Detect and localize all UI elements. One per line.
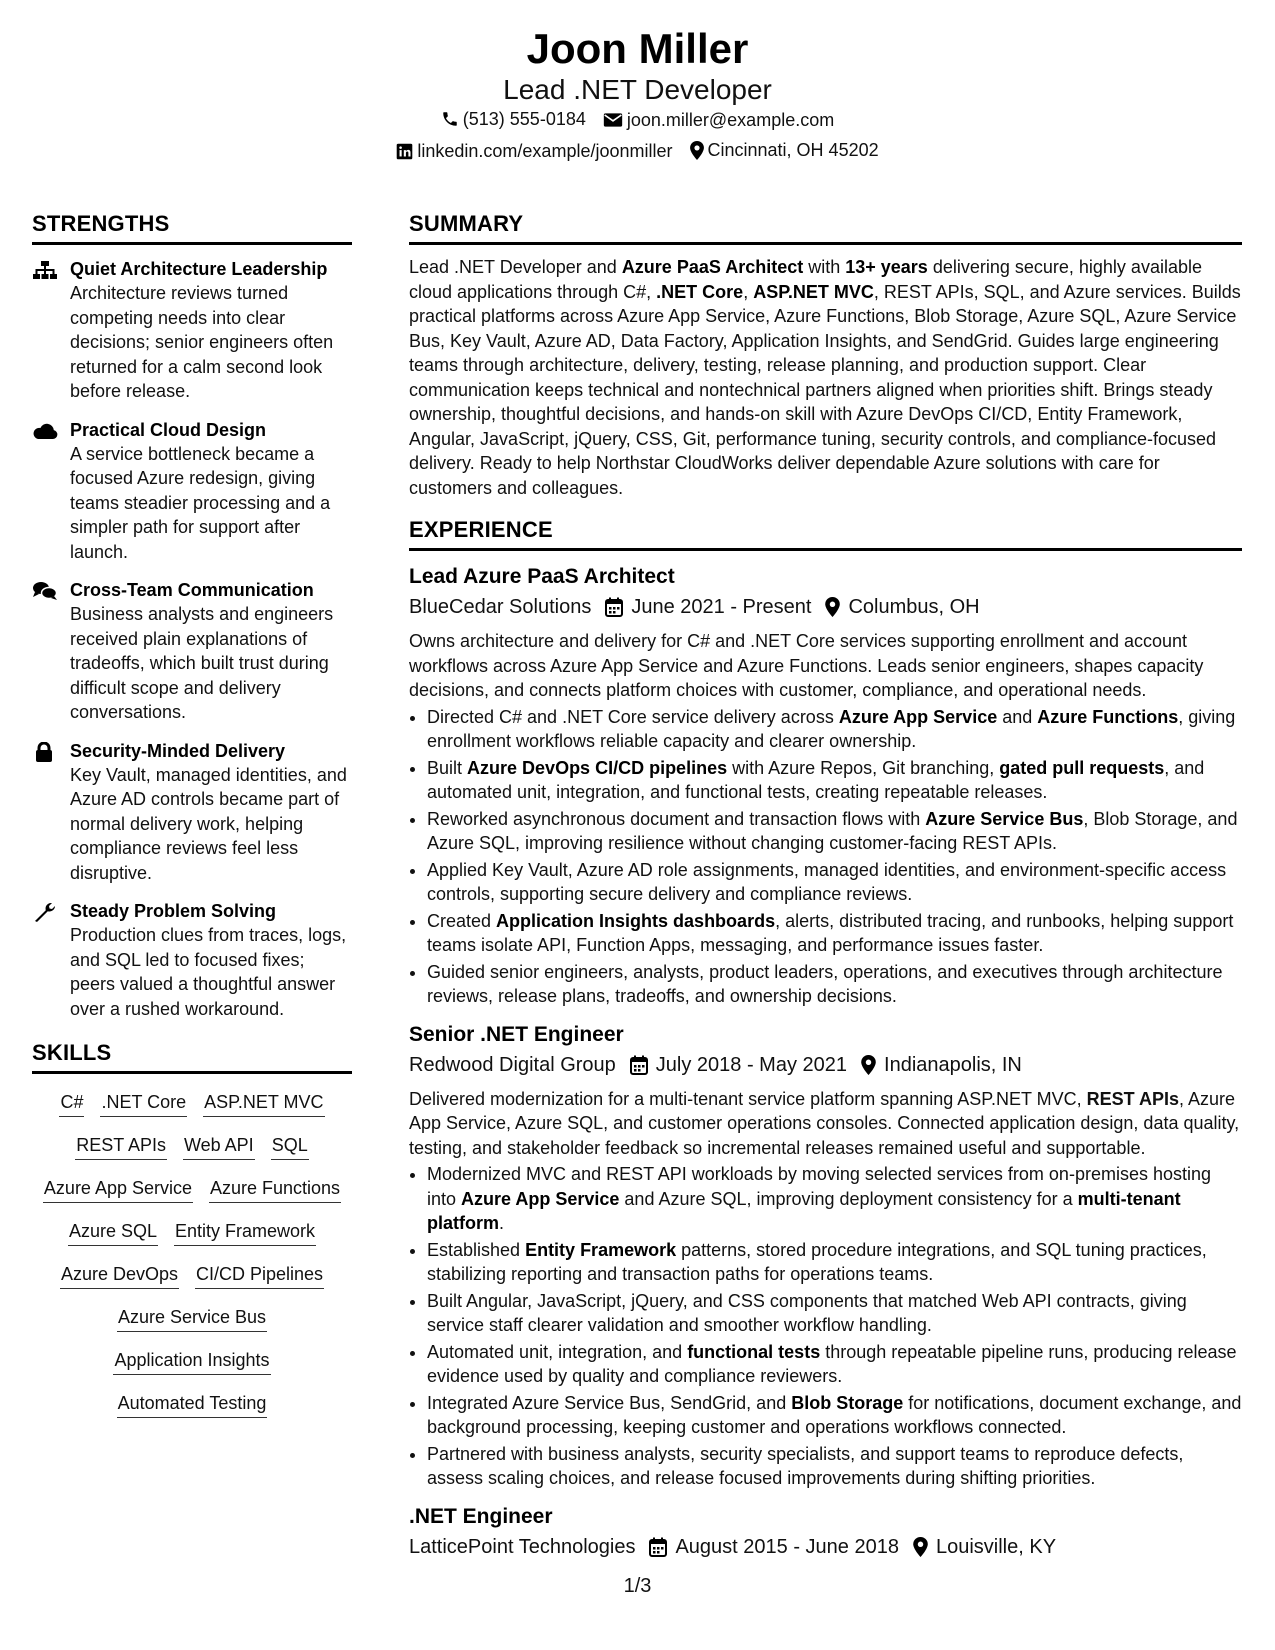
summary-heading: SUMMARY [409, 210, 1242, 245]
map-pin-icon [690, 141, 704, 160]
linkedin-contact[interactable] [396, 139, 672, 163]
emphasis-text: Azure PaaS Architect [621, 257, 804, 277]
strength-title: Quiet Architecture Leadership [70, 259, 328, 279]
emphasis-text: functional tests [687, 1341, 821, 1362]
strength-title: Steady Problem Solving [70, 901, 277, 921]
contact-row-2 [0, 138, 1275, 166]
strength-item [32, 739, 352, 886]
skills-list [32, 1086, 352, 1419]
phone-number: (513) 555-0184 [462, 109, 586, 129]
calendar-icon [649, 1537, 667, 1557]
job-bullet: • Built Azure DevOps CI/CD pipelines with Azure Repos, Git branching, gated pull requests, and automated unit, integration, and functional tests, creating repeatable releases. [427, 756, 1242, 805]
skill-tag: C# [59, 1090, 84, 1117]
job-description: Owns architecture and delivery for C# and .NET Core services supporting enrollment and account workflows across Azure App Service and Azure Functions. Leads senior engineers, shapes capacity decisions, and connects platform choices with customer, compliance, and operational needs. [409, 631, 1204, 700]
page-number: 1/3 [623, 1575, 652, 1597]
email-address[interactable]: joon.miller@example.com [626, 110, 835, 130]
skills-heading: SKILLS [32, 1039, 352, 1074]
skill-tag: Azure SQL [68, 1219, 158, 1246]
right-column [409, 210, 1242, 1569]
skill-row [32, 1305, 352, 1333]
linkedin-url[interactable]: linkedin.com/example/joonmiller [417, 141, 673, 161]
left-column [32, 210, 352, 1434]
job-location: Indianapolis, IN [884, 1053, 1022, 1076]
emphasis-text: .NET Core [656, 281, 744, 302]
strength-title: Security-Minded Delivery [70, 740, 286, 761]
job-meta [409, 593, 1242, 621]
experience-heading: EXPERIENCE [409, 516, 1242, 551]
email-contact[interactable] [603, 108, 834, 132]
map-pin-icon [861, 1055, 876, 1075]
job-company: Redwood Digital Group [409, 1053, 616, 1076]
skill-tag: Azure Service Bus [117, 1305, 267, 1332]
skill-row [32, 1219, 352, 1247]
job-entry [409, 563, 1242, 1009]
job-meta [409, 1533, 1242, 1561]
cloud-icon [32, 421, 58, 441]
skill-row [32, 1090, 352, 1118]
location-contact [690, 138, 879, 162]
skill-row [32, 1262, 352, 1290]
job-bullet: • Guided senior engineers, analysts, product leaders, operations, and executives through architecture reviews, release plans, tradeoffs, and ownership decisions. [427, 960, 1242, 1009]
job-bullet: • Reworked asynchronous document and transaction flows with Azure Service Bus, Blob Storage, and Azure SQL, improving resilience without changing customer-facing REST APIs. [427, 807, 1242, 856]
strength-desc: Business analysts and engineers received plain explanations of tradeoffs, which built trust during difficult scope and delivery conversations. [70, 604, 334, 722]
job-bullet: • Directed C# and .NET Core service delivery across Azure App Service and Azure Functions, giving enrollment workflows reliable capacity and clearer ownership. [427, 705, 1242, 754]
skill-tag: CI/CD Pipelines [195, 1262, 324, 1289]
skill-tag: REST APIs [75, 1133, 167, 1160]
emphasis-text: REST APIs [1086, 1088, 1180, 1109]
emphasis-text: 13+ years [845, 257, 928, 277]
skill-tag: Application Insights [113, 1348, 270, 1375]
candidate-name: Joon Miller [526, 25, 749, 72]
job-bullets [409, 1162, 1242, 1491]
map-pin-icon [825, 597, 840, 617]
linkedin-icon [396, 143, 413, 160]
job-title: Lead Azure PaaS Architect [409, 565, 675, 588]
job-entry [409, 1503, 1242, 1561]
strength-desc: Key Vault, managed identities, and Azure AD controls became part of normal delivery work, helping compliance reviews feel less disruptive. [70, 764, 347, 883]
strength-desc: Architecture reviews turned competing needs into clear decisions; senior engineers often returned for a calm second look before release. [70, 283, 334, 401]
job-title: Senior .NET Engineer [409, 1022, 624, 1046]
job-dates: June 2021 - Present [631, 596, 812, 618]
org-chart-icon [32, 260, 58, 280]
job-company: BlueCedar Solutions [409, 596, 592, 618]
emphasis-text: Azure DevOps CI/CD pipelines [467, 757, 728, 778]
job-dates: August 2015 - June 2018 [675, 1535, 899, 1558]
emphasis-text: Azure App Service [461, 1188, 620, 1209]
job-bullet: • Created Application Insights dashboards, alerts, distributed tracing, and runbooks, helping support teams isolate API, Function Apps, messaging, and performance issues faster. [427, 909, 1242, 958]
skill-tag: Entity Framework [174, 1219, 316, 1246]
skill-row [32, 1391, 352, 1419]
job-bullet: • Partnered with business analysts, security specialists, and support teams to reproduce defects, assess scaling choices, and release focused improvements during shifting priorities. [427, 1442, 1242, 1491]
skill-tag: Azure Functions [209, 1176, 341, 1203]
strength-title: Practical Cloud Design [70, 419, 267, 440]
job-description: Delivered modernization for a multi-tenant service platform spanning ASP.NET MVC, REST APIs, Azure App Service, Azure SQL, and customer operations consoles. Connected application design, data quality, testing, and stakeholder feedback so incremental releases remained useful and supportable. [409, 1088, 1240, 1158]
emphasis-text: ASP.NET MVC [753, 281, 874, 302]
emphasis-text: Blob Storage [791, 1392, 904, 1413]
emphasis-text: Azure App Service [838, 706, 998, 727]
location-text: Cincinnati, OH 45202 [707, 140, 879, 160]
map-pin-icon [913, 1537, 928, 1557]
calendar-icon [605, 597, 623, 617]
skill-row [32, 1133, 352, 1161]
emphasis-text: Entity Framework [525, 1239, 677, 1260]
skill-tag: .NET Core [100, 1090, 187, 1117]
strength-desc: Production clues from traces, logs, and SQL led to focused fixes; peers valued a thoughtful answer over a rushed workaround. [70, 925, 347, 1019]
strength-item [32, 899, 352, 1021]
job-bullet: • Automated unit, integration, and functional tests through repeatable pipeline runs, producing release evidence used by quality and compliance reviewers. [427, 1340, 1242, 1389]
job-dates: July 2018 - May 2021 [655, 1053, 848, 1076]
job-location: Columbus, OH [848, 596, 980, 618]
job-title: .NET Engineer [409, 1504, 553, 1528]
skill-row [32, 1348, 352, 1376]
skill-tag: ASP.NET MVC [203, 1090, 324, 1117]
emphasis-text: Application Insights dashboards [496, 910, 776, 931]
job-location: Louisville, KY [935, 1535, 1057, 1558]
summary-text: Lead .NET Developer and Azure PaaS Architect with 13+ years delivering secure, highly available cloud applications through C#, .NET Core, ASP.NET MVC, REST APIs, SQL, and Azure services. Builds practical platforms across Azure App Service, Azure Functions, Blob Storage, Azure SQL, Azure Service Bus, Key Vault, Azure AD, Data Factory, Application Insights, and SendGrid. Guides large engineering teams through architecture, delivery, testing, release planning, and production support. Clear communication keeps technical and nontechnical partners aligned when priorities shift. Brings steady ownership, thoughtful decisions, and hands-on skill with Azure DevOps CI/CD, Entity Framework, Angular, JavaScript, jQuery, CSS, Git, performance tuning, security controls, and compliance-focused delivery. Ready to help Northstar CloudWorks deliver dependable Azure solutions with care for customers and colleagues. [409, 257, 1241, 498]
strengths-heading: STRENGTHS [32, 210, 352, 245]
strength-item [32, 418, 352, 565]
job-bullet: • Integrated Azure Service Bus, SendGrid, and Blob Storage for notifications, document exchange, and background processing, keeping customer and operations workflows connected. [427, 1391, 1242, 1440]
job-bullet: • Modernized MVC and REST API workloads by moving selected services from on-premises hosting into Azure App Service and Azure SQL, improving deployment consistency for a multi-tenant platform. [427, 1162, 1242, 1236]
contact-row-1 [0, 107, 1275, 134]
job-entry [409, 1021, 1242, 1491]
lock-icon [32, 742, 58, 762]
emphasis-text: Azure Service Bus [925, 808, 1084, 829]
job-bullet: • Applied Key Vault, Azure AD role assignments, managed identities, and environment-specific access controls, supporting secure delivery and compliance reviews. [427, 858, 1242, 907]
skill-tag: SQL [271, 1133, 309, 1160]
emphasis-text: Azure Functions [1037, 706, 1179, 727]
job-meta [409, 1051, 1242, 1079]
envelope-icon [603, 112, 623, 128]
strength-desc: A service bottleneck became a focused Azure redesign, giving teams steadier processing and a simpler path for support after launch. [70, 443, 331, 562]
calendar-icon [630, 1055, 648, 1075]
skill-tag: Automated Testing [117, 1391, 268, 1418]
job-bullets [409, 705, 1242, 1009]
skill-tag: Web API [183, 1133, 255, 1160]
skill-tag: Azure DevOps [60, 1262, 179, 1289]
skill-tag: Azure App Service [43, 1176, 193, 1203]
job-company: LatticePoint Technologies [409, 1535, 636, 1558]
emphasis-text: gated pull requests [999, 757, 1165, 778]
skill-row [32, 1176, 352, 1204]
comments-icon [32, 581, 58, 601]
candidate-title: Lead .NET Developer [503, 74, 772, 105]
job-bullet: • Built Angular, JavaScript, jQuery, and CSS components that matched Web API contracts, giving service staff clearer validation and smoother workflow handling. [427, 1289, 1242, 1338]
phone-icon [441, 110, 459, 128]
wrench-icon [32, 902, 58, 922]
emphasis-text: multi-tenant platform [427, 1188, 1181, 1233]
job-bullet: • Established Entity Framework patterns, stored procedure integrations, and SQL tuning practices, stabilizing reporting and transaction paths for operations teams. [427, 1238, 1242, 1287]
strength-item [32, 257, 352, 404]
strength-item [32, 578, 352, 725]
phone-contact [441, 107, 586, 131]
strength-title: Cross-Team Communication [70, 580, 314, 600]
